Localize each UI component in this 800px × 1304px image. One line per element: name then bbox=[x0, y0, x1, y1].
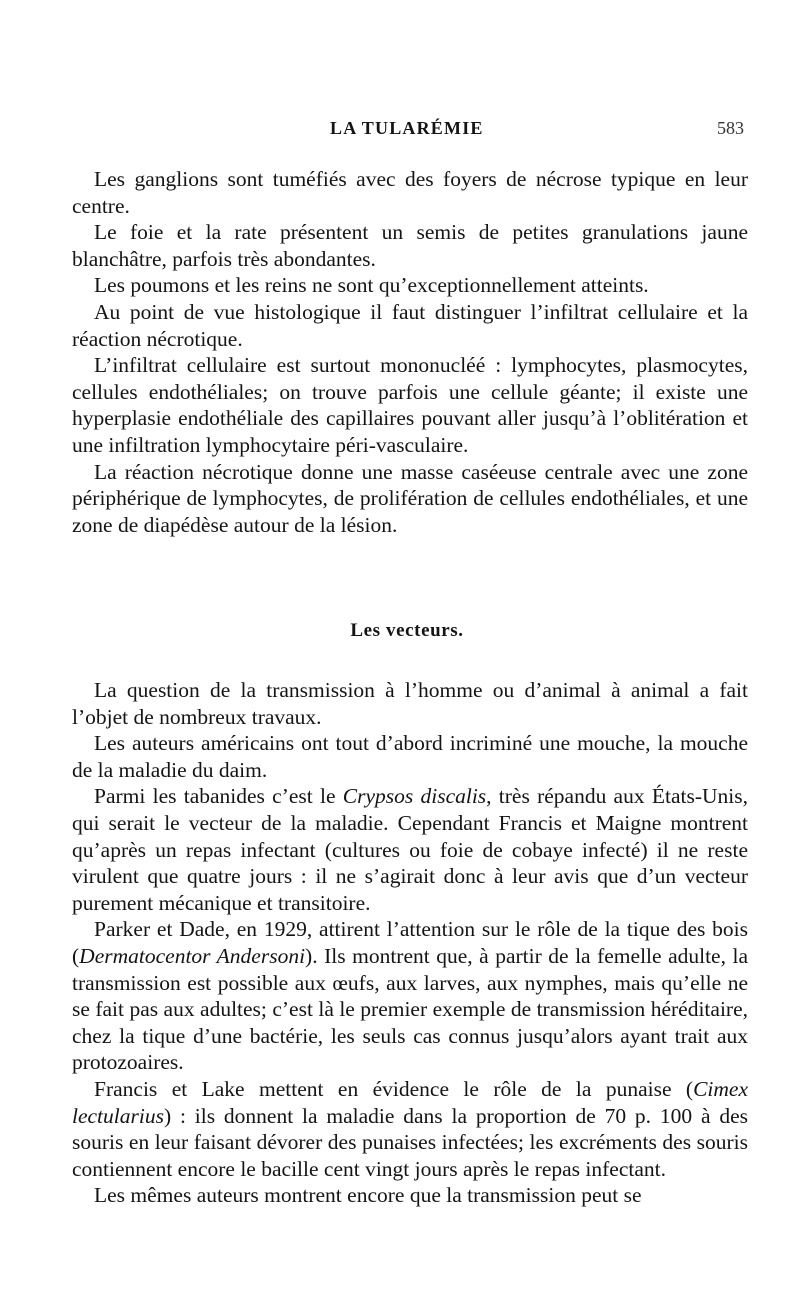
running-head bbox=[0, 118, 800, 142]
section-heading bbox=[0, 620, 800, 642]
paragraph-ganglions: Les ganglions sont tuméfiés avec des foyers de nécrose typique en leur centre. bbox=[72, 167, 748, 218]
paragraph-infiltrat: L’infiltrat cellulaire est surtout mononucléé : lymphocytes, plasmocytes, cellules endothéliales; on trouve parfois une cellule géante; il existe une hyperplasie endothéliale des capillaires pouvant aller jusqu’à l’oblitération et une infiltration lymphocytaire péri-vasculaire. bbox=[72, 353, 748, 457]
paragraph-poumons-reins: Les poumons et les reins ne sont qu’exceptionnellement atteints. bbox=[94, 273, 649, 298]
paragraph-tabanides bbox=[72, 783, 748, 916]
parker-text-a: Parker et Dade, en 1929, attirent l’attention sur le rôle de la tique des bois ( bbox=[72, 917, 748, 968]
paragraph-auteurs-americains: Les auteurs américains ont tout d’abord incriminé une mouche, la mouche de la maladie du daim. bbox=[72, 731, 748, 782]
tabanides-text-b: , très répandu aux États-Unis, qui serait le vecteur de la maladie. Cependant Francis et Maigne montrent qu’après un repas infectant (cultures ou foie de cobaye infecté) il ne reste virulent que quatre jours : il ne s’agirait donc à leur avis que d’un vecteur purement mécanique et transitoire. bbox=[72, 784, 748, 915]
section-heading-text: Les vecteurs. bbox=[350, 620, 464, 641]
paragraph-reaction-necrotique: La réaction nécrotique donne une masse caséeuse centrale avec une zone périphérique de lymphocytes, de prolifération de cellules endothéliales, et une zone de diapédèse autour de la lésion. bbox=[72, 459, 748, 537]
pathology-text-block bbox=[72, 166, 748, 538]
running-title: LA TULARÉMIE bbox=[330, 118, 484, 138]
tabanides-text-a: Parmi les tabanides c’est le bbox=[94, 784, 343, 809]
francis-text-a: Francis et Lake mettent en évidence le rôle de la punaise ( bbox=[94, 1076, 694, 1101]
species-dermatocentor: Dermatocentor Andersoni bbox=[79, 943, 306, 968]
species-cimex: Cimex lectularius bbox=[72, 1076, 748, 1128]
paragraph-histologie: Au point de vue histologique il faut distinguer l’infiltrat cellulaire et la réaction nécrotique. bbox=[72, 299, 748, 351]
francis-text-b: ) : ils donnent la maladie dans la proportion de 70 p. 100 à des souris en leur faisant dévorer des punaises infectées; les excréments des souris contiennent encore le bacille cent vingt jours après le repas infectant. bbox=[72, 1103, 748, 1181]
paragraph-parker-dade bbox=[72, 916, 748, 1076]
paragraph-foie-rate: Le foie et la rate présentent un semis de petites granulations jaune blanchâtre, parfois très abondantes. bbox=[72, 220, 748, 271]
species-crypsos: Crypsos discalis bbox=[342, 784, 487, 809]
paragraph-question-transmission: La question de la transmission à l’homme ou d’animal à animal a fait l’objet de nombreux travaux. bbox=[72, 678, 748, 729]
vectors-text-block bbox=[72, 677, 748, 1209]
paragraph-memes-auteurs: Les mêmes auteurs montrent encore que la transmission peut se bbox=[94, 1183, 642, 1208]
parker-text-b: ). Ils montrent que, à partir de la femelle adulte, la transmission est possible aux œufs, aux larves, aux nymphes, mais qu’elle ne se fait pas aux adultes; c’est là le premier exemple de transmission héréditaire, chez la tique d’une bactérie, les seuls cas connus jusqu’alors ayant trait aux protozoaires. bbox=[72, 943, 748, 1075]
page-number: 583 bbox=[717, 118, 744, 138]
paragraph-francis-lake bbox=[72, 1076, 748, 1182]
